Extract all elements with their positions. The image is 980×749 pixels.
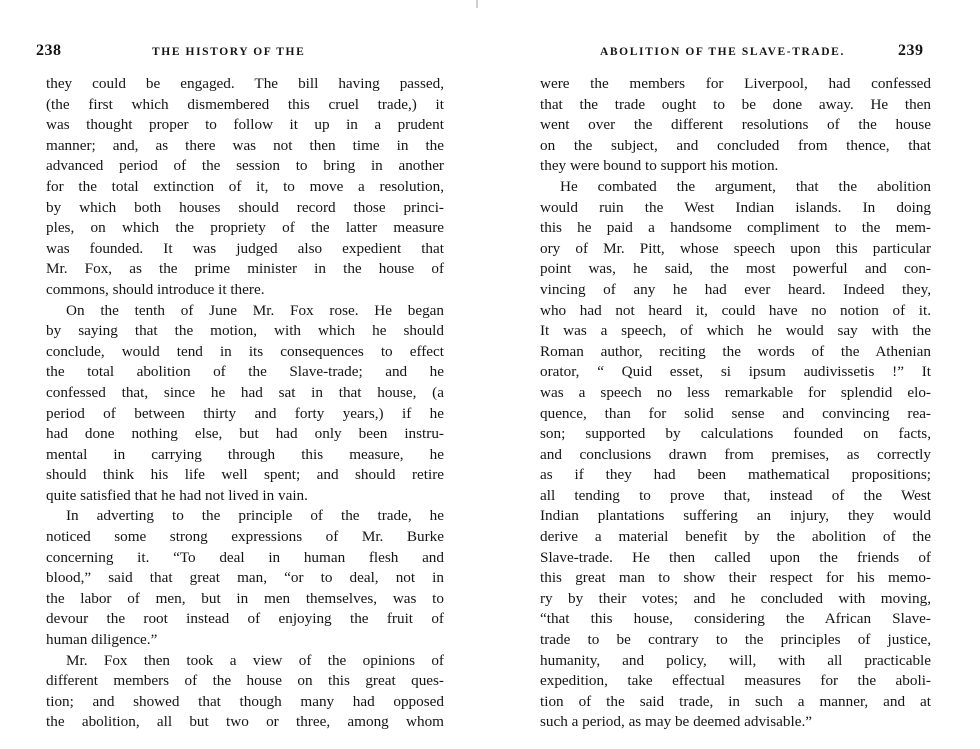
text-line: trade to be contrary to the principles of justice, [540,631,931,649]
text-line: derive a material benefit by the abolition of the [540,528,931,546]
text-line: on the subject, and concluded from thence, that [540,136,931,154]
right-page-number: 239 [898,42,924,59]
text-line: by saying that the motion, with which he should [46,322,444,340]
text-line: who had not heard it, could have no notion of it. [540,301,931,319]
text-line: Slave-trade. He then called upon the friends of [540,548,931,566]
text-line: point was, he said, the most powerful and con- [540,260,931,278]
text-line: that the trade ought to be done away. He then [540,95,931,113]
text-line: blood,” said that great man, “or to deal, not in [46,569,444,587]
text-line: the abolition, all but two or three, among whom [46,713,444,731]
left-running-head: THE HISTORY OF THE [152,46,306,58]
text-line: orator, “ Quid esset, si ipsum audivissetis !” It [540,363,931,381]
text-line: tion; and showed that though many had opposed [46,692,444,710]
text-line: conclude, would tend in its consequences to effect [46,342,444,360]
text-line: mental in carrying through this measure, he [46,445,444,463]
text-line: quite satisfied that he had not lived in vain. [46,486,308,504]
text-line: period of between thirty and forty years,) if he [46,404,444,422]
right-body-text [540,74,931,733]
text-line: devour the root instead of enjoying the fruit of [46,610,444,628]
text-line: noticed some strong expressions of Mr. Burke [46,528,444,546]
text-line: ples, on which the propriety of the latter measure [46,219,444,237]
text-line: (the first which dismembered this cruel trade,) it [46,95,444,113]
text-line: different members of the house on this great ques- [46,672,444,690]
text-line: was founded. It was judged also expedient that [46,239,444,257]
text-line: vincing of any he had ever heard. Indeed they, [540,280,931,298]
text-line: Mr. Fox then took a view of the opinions of [66,651,444,669]
text-line: the total abolition of the Slave-trade; and he [46,363,444,381]
text-line: human diligence.” [46,631,158,649]
text-line: Mr. Fox, as the prime minister in the house of [46,260,444,278]
text-line: On the tenth of June Mr. Fox rose. He began [66,301,444,319]
text-line: had done nothing else, but had only been instru- [46,425,444,443]
text-line: would ruin the West Indian islands. In doing [540,198,931,216]
left-body-text [46,74,444,733]
text-line: they could be engaged. The bill having passed, [46,75,444,92]
left-page-number: 238 [36,42,62,59]
text-line: the labor of men, but in men themselves, was to [46,589,444,607]
text-line: confessed that, since he had sat in that house, (a [46,383,444,401]
text-line: ory of Mr. Pitt, whose speech upon this particular [540,239,931,257]
text-line: were the members for Liverpool, had confessed [540,75,931,92]
text-line: humanity, and policy, will, with all practicable [540,651,931,669]
text-line: all tending to prove that, instead of the West [540,486,931,504]
text-line: He combated the argument, that the abolition [560,177,931,195]
text-line: they were bound to support his motion. [540,157,779,175]
text-line: concerning it. “To deal in human flesh and [46,548,444,566]
text-line: should think his life well spent; and should retire [46,466,444,484]
text-line: In adverting to the principle of the trade, he [66,507,444,525]
right-page [490,0,980,749]
text-line: this he paid a handsome compliment to the mem- [540,219,931,237]
text-line: tion of the said trade, in such a manner, and at [540,692,931,710]
text-line: “that this house, considering the African Slave- [540,610,931,628]
text-line: Roman author, reciting the words of the Athenian [540,342,931,360]
right-running-head: ABOLITION OF THE SLAVE-TRADE. [600,46,845,58]
text-line: Indian plantations suffering an injury, they would [540,507,931,525]
text-line: quence, than for solid sense and convincing rea- [540,404,931,422]
text-line: for the total extinction of it, to move a resolution, [46,177,444,195]
text-line: advanced period of the session to bring in another [46,157,444,175]
text-line: manner; and, as there was not then time in the [46,136,444,154]
text-line: went over the different resolutions of the house [540,116,931,134]
text-line: commons, should introduce it there. [46,280,265,298]
text-line: such a period, as may be deemed advisable.” [540,713,813,731]
text-line: and conclusions drawn from premises, as correctly [540,445,931,463]
text-line: son; supported by calculations founded on facts, [540,425,931,443]
text-line: was a speech no less remarkable for splendid elo- [540,383,931,401]
text-line: was thought proper to follow it up in a prudent [46,116,444,134]
text-line: It was a speech, of which he would say with the [540,322,931,340]
text-line: expedition, take effectual measures for the aboli- [540,672,931,690]
text-line: as if they had been mathematical propositions; [540,466,931,484]
text-line: this great man to show their respect for his memo- [540,569,931,587]
text-line: ry by their votes; and he concluded with moving, [540,589,931,607]
text-line: by which both houses should record those princi- [46,198,444,216]
